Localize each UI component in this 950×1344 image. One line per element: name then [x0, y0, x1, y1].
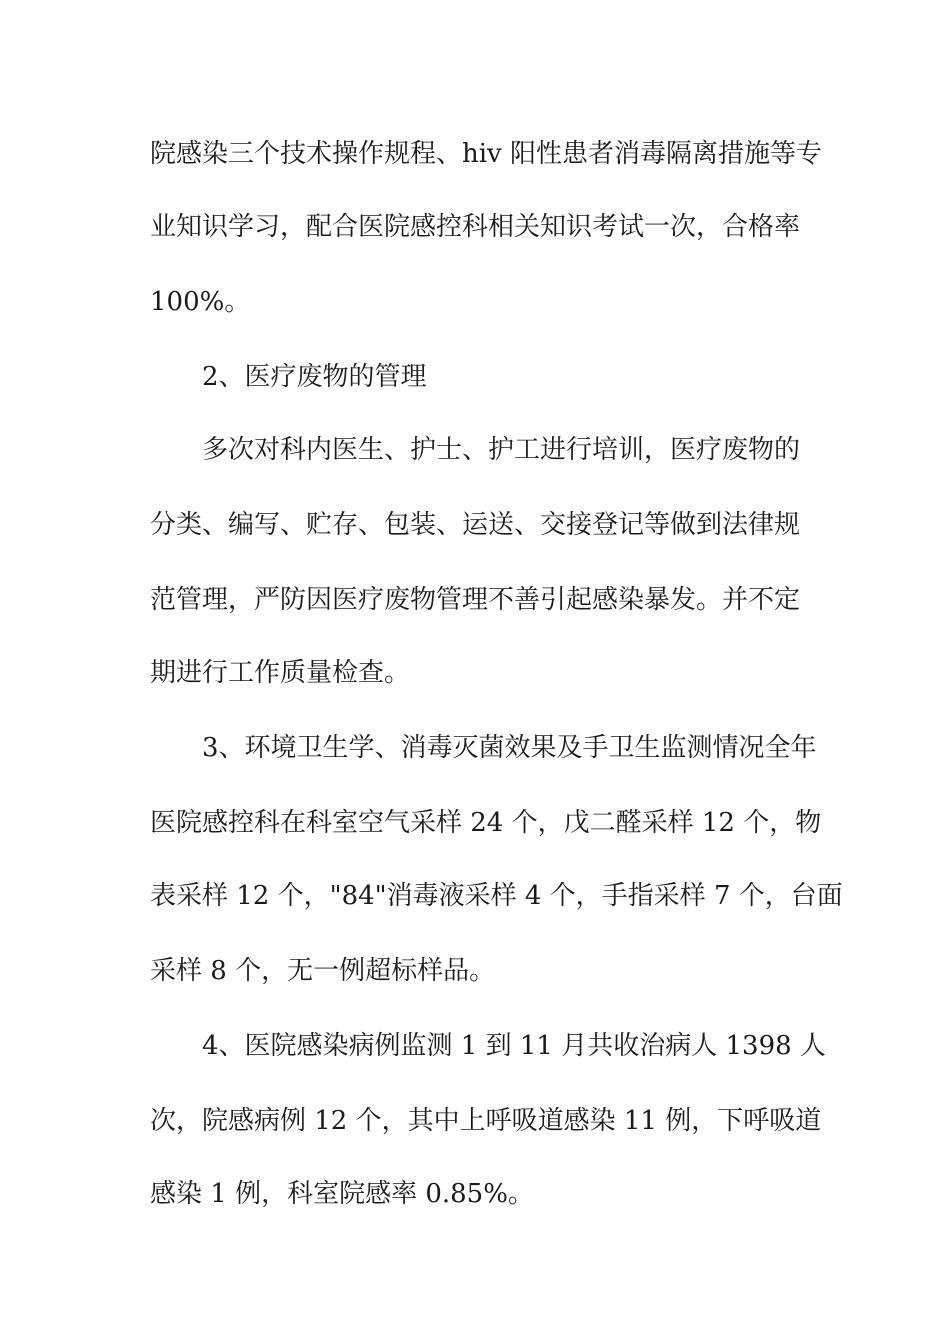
- text-line: 院感染三个技术操作规程、hiv 阳性患者消毒隔离措施等专: [150, 139, 823, 169]
- text-line: 多次对科内医生、护士、护工进行培训，医疗废物的: [202, 435, 801, 465]
- text-line: 采样 8 个，无一例超标样品。: [150, 956, 496, 986]
- text-line: 次，院感病例 12 个，其中上呼吸道感染 11 例，下呼吸道: [150, 1106, 822, 1136]
- text-line: 100%。: [150, 287, 251, 317]
- text-line: 业知识学习，配合医院感控科相关知识考试一次，合格率: [150, 212, 801, 242]
- text-line: 感染 1 例，科室院感率 0.85%。: [150, 1179, 534, 1209]
- section-heading: 3、环境卫生学、消毒灭菌效果及手卫生监测情况全年: [202, 733, 817, 763]
- text-line: 期进行工作质量检查。: [150, 658, 411, 688]
- text-line: 范管理，严防因医疗废物管理不善引起感染暴发。并不定: [150, 585, 801, 615]
- text-line: 表采样 12 个，"84"消毒液采样 4 个，手指采样 7 个，台面: [150, 881, 843, 911]
- section-heading: 4、医院感染病例监测 1 到 11 月共收治病人 1398 人: [202, 1031, 826, 1061]
- text-line: 分类、编写、贮存、包装、运送、交接登记等做到法律规: [150, 510, 801, 540]
- text-line: 医院感控科在科室空气采样 24 个，戊二醛采样 12 个，物: [150, 808, 822, 838]
- section-heading: 2、医疗废物的管理: [202, 362, 427, 392]
